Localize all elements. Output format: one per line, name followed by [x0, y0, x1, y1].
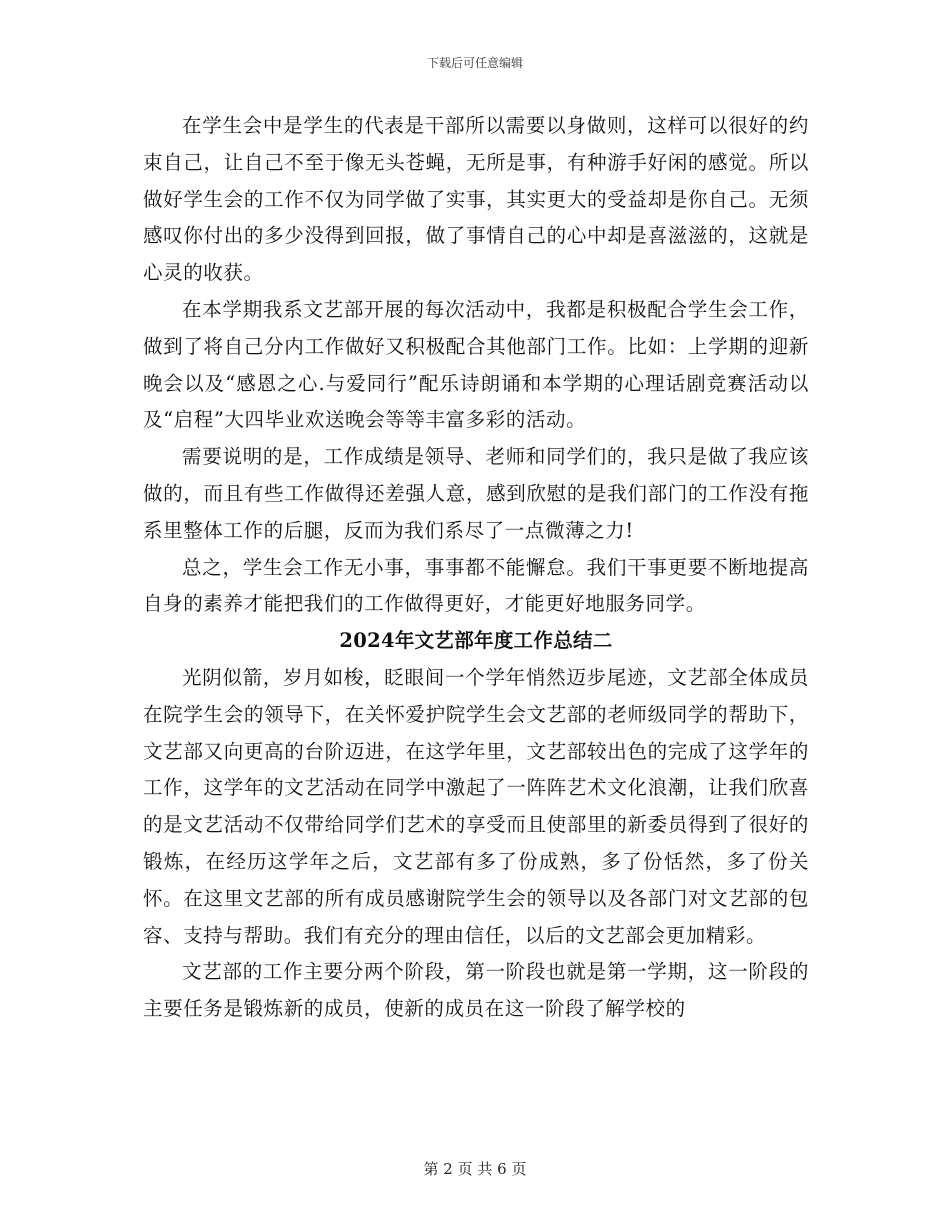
paragraph: 文艺部的工作主要分两个阶段，第一阶段也就是第一学期，这一阶段的主要任务是锻炼新的成员，使新的成员在这一阶段了解学校的	[143, 960, 809, 1021]
paragraph: 在学生会中是学生的代表是干部所以需要以身做则，这样可以很好的约束自己，让自己不至于像无头苍蝇，无所是事，有种游手好闲的感觉。所以做好学生会的工作不仅为同学做了实事，其实更大的受益却是你自己。无须感叹你付出的多少没得到回报，做了事情自己的心中却是喜滋滋的，这就是心灵的收获。	[143, 114, 809, 285]
paragraph: 总之，学生会工作无小事，事事都不能懈怠。我们干事更要不断地提高自身的素养才能把我们的工作做得更好，才能更好地服务同学。	[143, 555, 809, 616]
paragraph: 需要说明的是，工作成绩是领导、老师和同学们的，我只是做了我应该做的，而且有些工作做得还差强人意，感到欣慰的是我们部门的工作没有拖系里整体工作的后腿，反而为我们系尽了一点微薄之力!	[143, 445, 809, 542]
paragraph: 光阴似箭，岁月如梭，眨眼间一个学年悄然迈步尾迹，文艺部全体成员在院学生会的领导下，在关怀爱护院学生会文艺部的老师级同学的帮助下，文艺部又向更高的台阶迈进，在这学年里，文艺部较出色的完成了这学年的工作，这学年的文艺活动在同学中激起了一阵阵艺术文化浪潮，让我们欣喜的是文艺活动不仅带给同学们艺术的享受而且使部里的新委员得到了很好的锻炼，在经历这学年之后，文艺部有多了份成熟，多了份恬然，多了份关怀。在这里文艺部的所有成员感谢院学生会的领导以及各部门对文艺部的包容、支持与帮助。我们有充分的理由信任，以后的文艺部会更加精彩。	[143, 665, 809, 947]
page-number-footer: 第 2 页 共 6 页	[423, 1160, 527, 1178]
document-body	[143, 108, 809, 1028]
page-header-note: 下载后可任意编辑	[426, 56, 523, 70]
section-title: 2024年文艺部年度工作总结二	[339, 629, 613, 653]
paragraph: 在本学期我系文艺部开展的每次活动中，我都是积极配合学生会工作，做到了将自己分内工作做好又积极配合其他部门工作。比如：上学期的迎新晚会以及“感恩之心.与爱同行”配乐诗朗诵和本学期的心理话剧竞赛活动以及“启程”大四毕业欢送晚会等等丰富多彩的活动。	[143, 297, 809, 432]
